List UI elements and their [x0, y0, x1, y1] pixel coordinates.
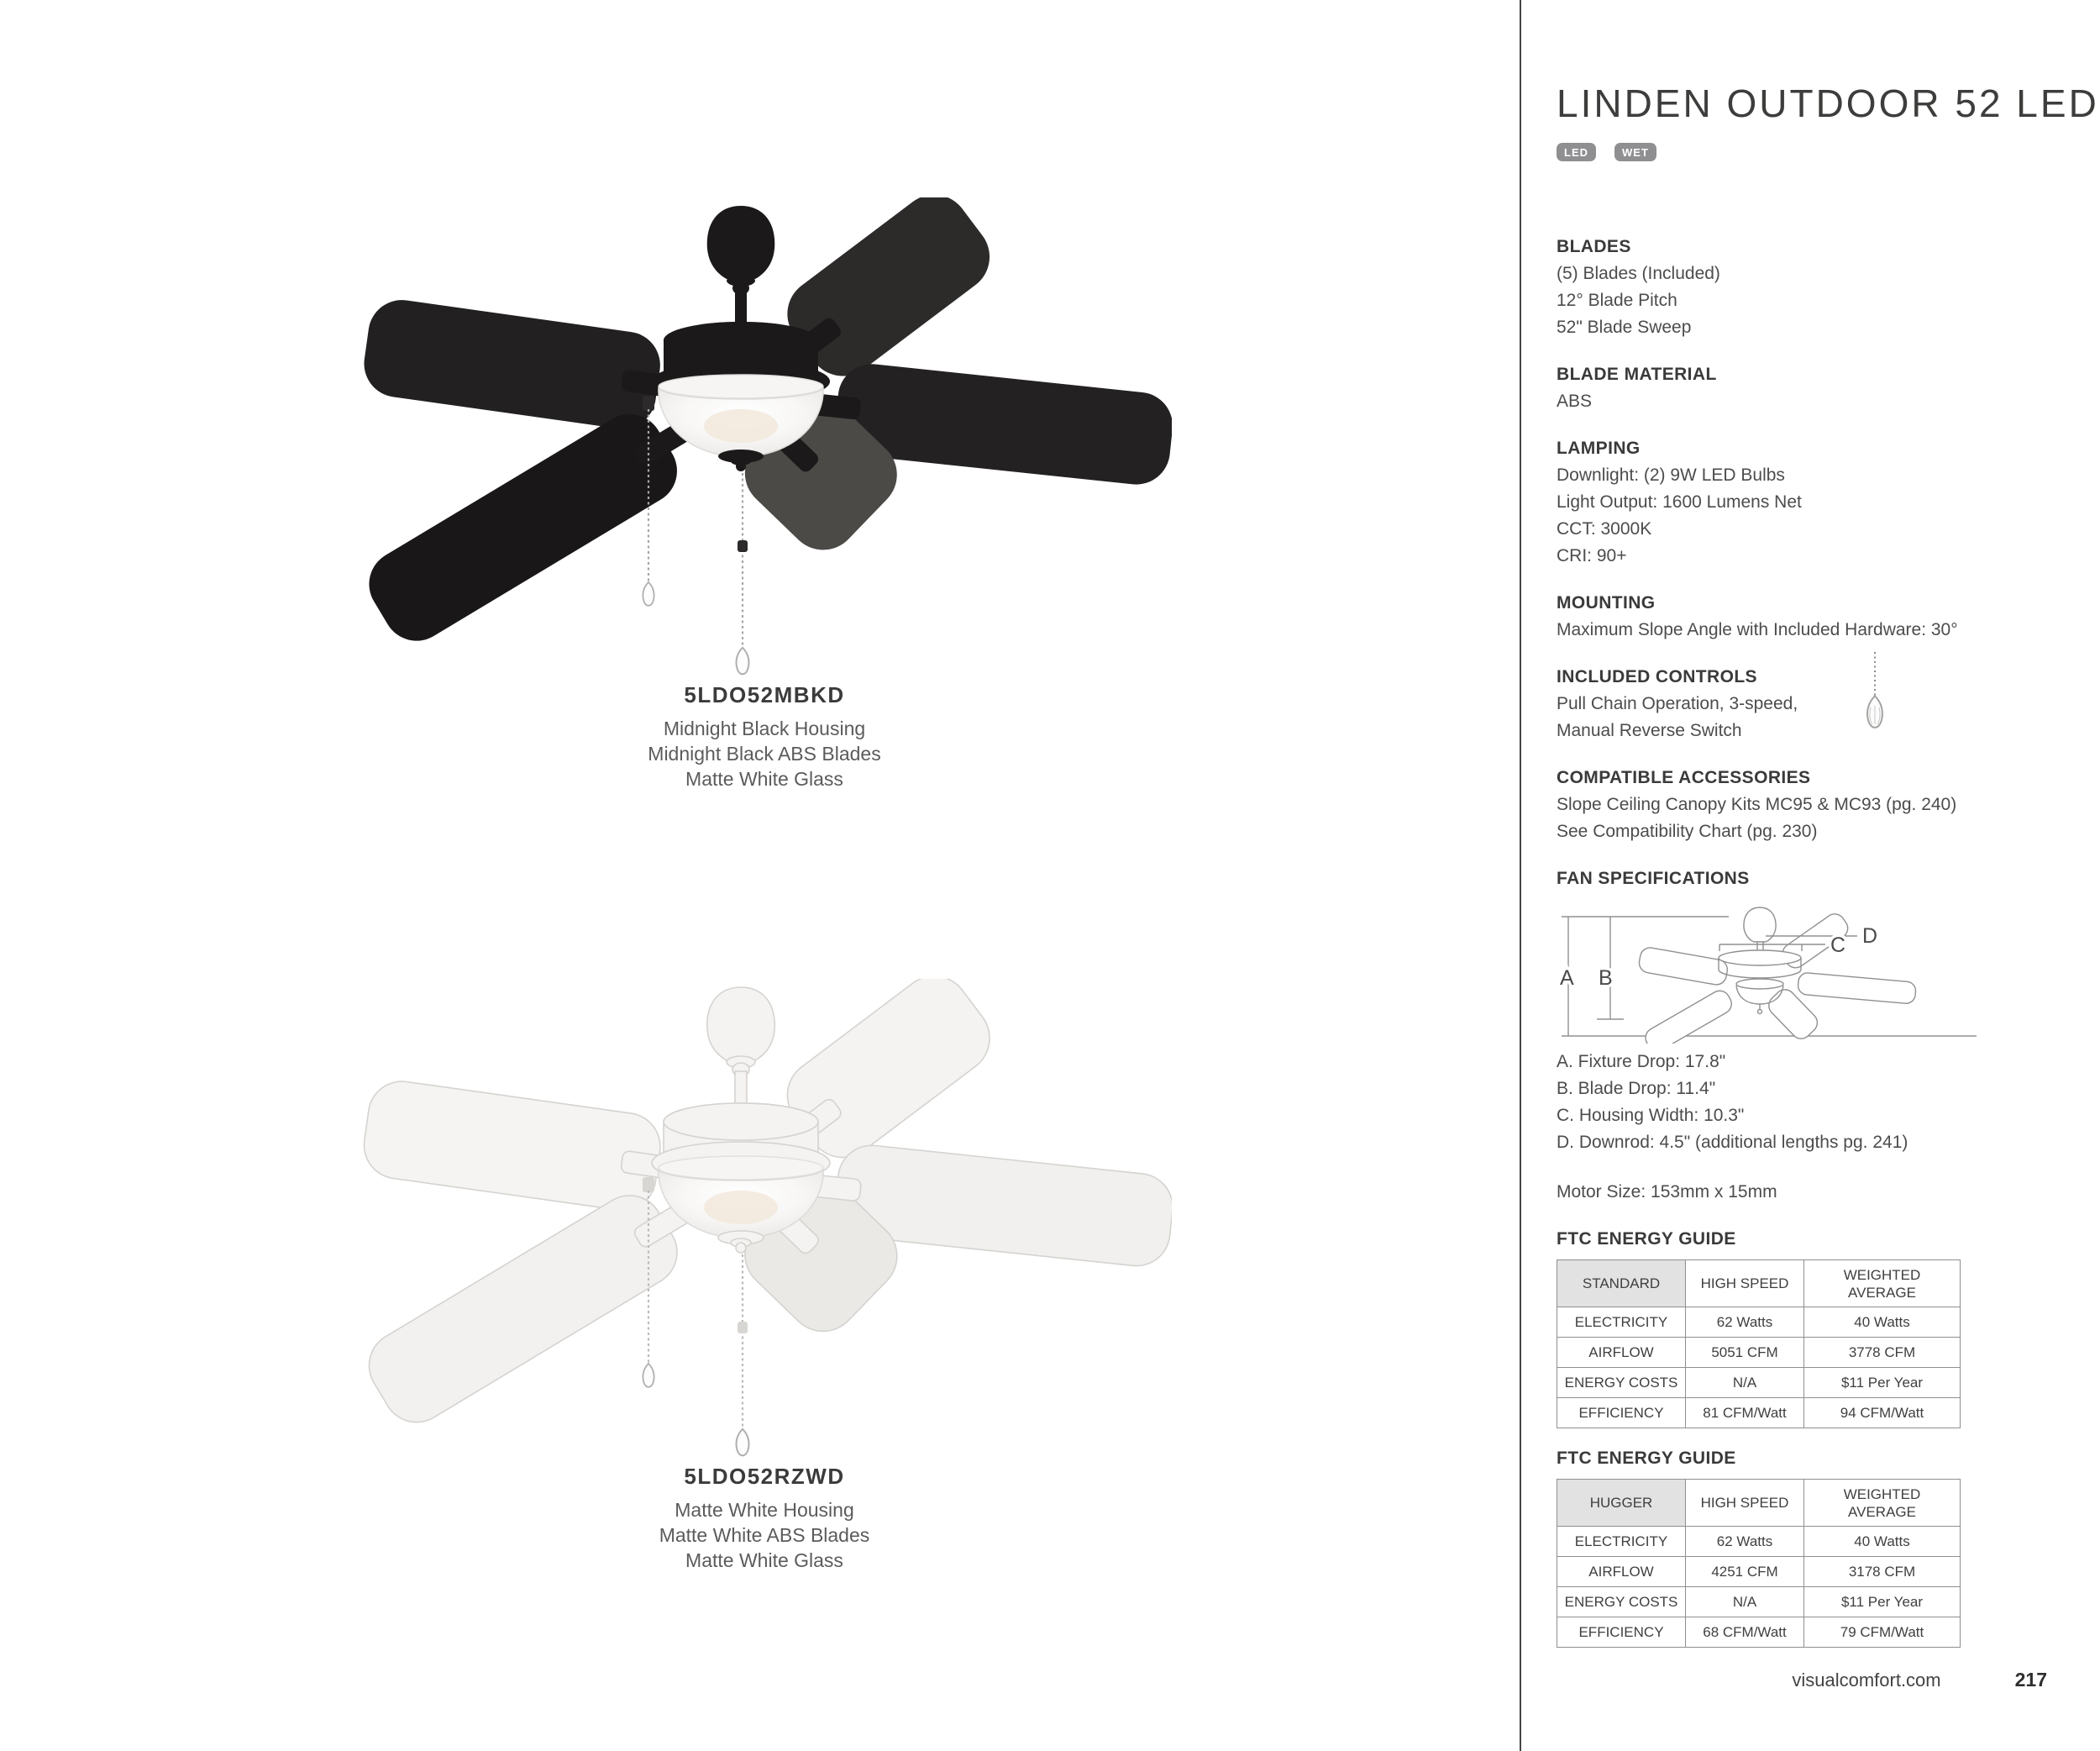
finish-line: Matte White ABS Blades	[659, 1524, 870, 1546]
page-number: 217	[2014, 1669, 2047, 1691]
motor-size-line: Motor Size: 153mm x 15mm	[1557, 1182, 1777, 1202]
spec-line: ABS	[1557, 392, 1593, 411]
cell-value: 68 CFM/Watt	[1686, 1617, 1804, 1648]
finish-line: Matte White Glass	[685, 768, 843, 790]
energy-guide-table-standard	[1557, 1259, 1961, 1428]
table-row	[1557, 1557, 1961, 1587]
section-heading: FTC ENERGY GUIDE	[1557, 1449, 1736, 1468]
dimension-line: B. Blade Drop: 11.4"	[1557, 1079, 1716, 1098]
section-heading: LAMPING	[1557, 439, 1641, 458]
cell-value: 79 CFM/Watt	[1804, 1617, 1961, 1648]
cell-value: 40 Watts	[1804, 1307, 1961, 1338]
product-sku: 5LDO52RZWD	[684, 1464, 845, 1489]
cell-value: $11 Per Year	[1804, 1368, 1961, 1398]
section-heading: COMPATIBLE ACCESSORIES	[1557, 768, 1811, 787]
table-row	[1557, 1338, 1961, 1368]
dimension-line: A. Fixture Drop: 17.8"	[1557, 1052, 1726, 1071]
fan-dimensions-diagram	[1557, 901, 2027, 1044]
section-heading: MOUNTING	[1557, 593, 1656, 613]
table-row	[1557, 1307, 1961, 1338]
finish-line: Matte White Housing	[675, 1499, 854, 1521]
website-url: visualcomfort.com	[1792, 1669, 1941, 1691]
table-row	[1557, 1398, 1961, 1428]
cell-value: 62 Watts	[1686, 1307, 1804, 1338]
pull-chain-icon	[1856, 650, 1893, 734]
spec-panel	[1557, 0, 2099, 1648]
table-row	[1557, 1587, 1961, 1617]
section-heading: BLADE MATERIAL	[1557, 365, 1717, 384]
cell-value: 3178 CFM	[1804, 1557, 1961, 1587]
column-header: WEIGHTED AVERAGE	[1804, 1480, 1961, 1527]
table-row	[1557, 1617, 1961, 1648]
spec-line: (5) Blades (Included)	[1557, 264, 1720, 283]
vertical-divider	[1520, 0, 1521, 1751]
spec-line: Maximum Slope Angle with Included Hardware: 30°	[1557, 620, 1958, 639]
spec-line: 52" Blade Sweep	[1557, 318, 1692, 337]
row-label: AIRFLOW	[1557, 1338, 1686, 1368]
cell-value: 62 Watts	[1686, 1527, 1804, 1557]
section-lamping	[1557, 435, 2054, 570]
ceiling-fan-white-illustration	[357, 979, 1172, 1500]
section-ftc-energy-guide-standard	[1557, 1226, 2054, 1428]
ceiling-fan-black-illustration	[357, 197, 1172, 718]
section-ftc-energy-guide-hugger	[1557, 1445, 2054, 1648]
rating-badges	[1557, 143, 2054, 161]
cell-value: 40 Watts	[1804, 1527, 1961, 1557]
section-fan-specifications	[1557, 865, 2054, 1206]
column-header: HIGH SPEED	[1686, 1260, 1804, 1307]
finish-line: Midnight Black ABS Blades	[648, 743, 881, 765]
row-label: AIRFLOW	[1557, 1557, 1686, 1587]
spec-line: CCT: 3000K	[1557, 519, 1652, 539]
row-label: EFFICIENCY	[1557, 1398, 1686, 1428]
cell-value: 3778 CFM	[1804, 1338, 1961, 1368]
wet-rating-badge: WET	[1614, 143, 1656, 161]
table-row	[1557, 1527, 1961, 1557]
column-header: HUGGER	[1557, 1480, 1686, 1527]
product-caption-black	[357, 682, 1172, 791]
diagram-label-c: C	[1830, 933, 1846, 957]
cell-value: 94 CFM/Watt	[1804, 1398, 1961, 1428]
dimension-line: D. Downrod: 4.5" (additional lengths pg. 241)	[1557, 1133, 1908, 1152]
section-heading: BLADES	[1557, 237, 1631, 256]
section-heading: FAN SPECIFICATIONS	[1557, 869, 1750, 888]
diagram-label-b: B	[1599, 966, 1613, 990]
row-label: ENERGY COSTS	[1557, 1368, 1686, 1398]
section-heading: INCLUDED CONTROLS	[1557, 667, 1757, 686]
cell-value: 81 CFM/Watt	[1686, 1398, 1804, 1428]
led-badge: LED	[1557, 143, 1596, 161]
section-included-controls	[1557, 664, 2054, 744]
row-label: ELECTRICITY	[1557, 1527, 1686, 1557]
diagram-label-d: D	[1862, 924, 1878, 948]
cell-value: 5051 CFM	[1686, 1338, 1804, 1368]
column-header: WEIGHTED AVERAGE	[1804, 1260, 1961, 1307]
cell-value: N/A	[1686, 1587, 1804, 1617]
row-label: ENERGY COSTS	[1557, 1587, 1686, 1617]
section-mounting	[1557, 590, 2054, 644]
product-caption-white	[357, 1464, 1172, 1573]
column-header: STANDARD	[1557, 1260, 1686, 1307]
cell-value: 4251 CFM	[1686, 1557, 1804, 1587]
product-photo-midnight-black-fan	[357, 197, 1172, 718]
section-heading: FTC ENERGY GUIDE	[1557, 1229, 1736, 1249]
spec-line: CRI: 90+	[1557, 546, 1627, 565]
spec-line: Light Output: 1600 Lumens Net	[1557, 492, 1802, 512]
finish-line: Matte White Glass	[685, 1549, 843, 1571]
energy-guide-table-hugger	[1557, 1479, 1961, 1648]
spec-line: 12° Blade Pitch	[1557, 291, 1677, 310]
spec-line: See Compatibility Chart (pg. 230)	[1557, 822, 1818, 841]
row-label: ELECTRICITY	[1557, 1307, 1686, 1338]
column-header: HIGH SPEED	[1686, 1480, 1804, 1527]
table-row	[1557, 1368, 1961, 1398]
page-footer	[1557, 1669, 2050, 1691]
product-sku: 5LDO52MBKD	[684, 682, 845, 707]
spec-line: Pull Chain Operation, 3-speed,	[1557, 694, 1798, 713]
spec-line: Slope Ceiling Canopy Kits MC95 & MC93 (pg. 240)	[1557, 795, 1957, 814]
cell-value: $11 Per Year	[1804, 1587, 1961, 1617]
product-photo-matte-white-fan	[357, 979, 1172, 1500]
finish-line: Midnight Black Housing	[663, 718, 866, 739]
section-blade-material	[1557, 361, 2054, 415]
spec-line: Manual Reverse Switch	[1557, 721, 1742, 740]
cell-value: N/A	[1686, 1368, 1804, 1398]
diagram-label-a: A	[1560, 966, 1574, 990]
section-blades	[1557, 234, 2054, 341]
section-compatible-accessories	[1557, 765, 2054, 845]
spec-line: Downlight: (2) 9W LED Bulbs	[1557, 465, 1785, 485]
row-label: EFFICIENCY	[1557, 1617, 1686, 1648]
dimension-line: C. Housing Width: 10.3"	[1557, 1106, 1745, 1125]
page-title: LINDEN OUTDOOR 52 LED	[1557, 82, 2099, 125]
